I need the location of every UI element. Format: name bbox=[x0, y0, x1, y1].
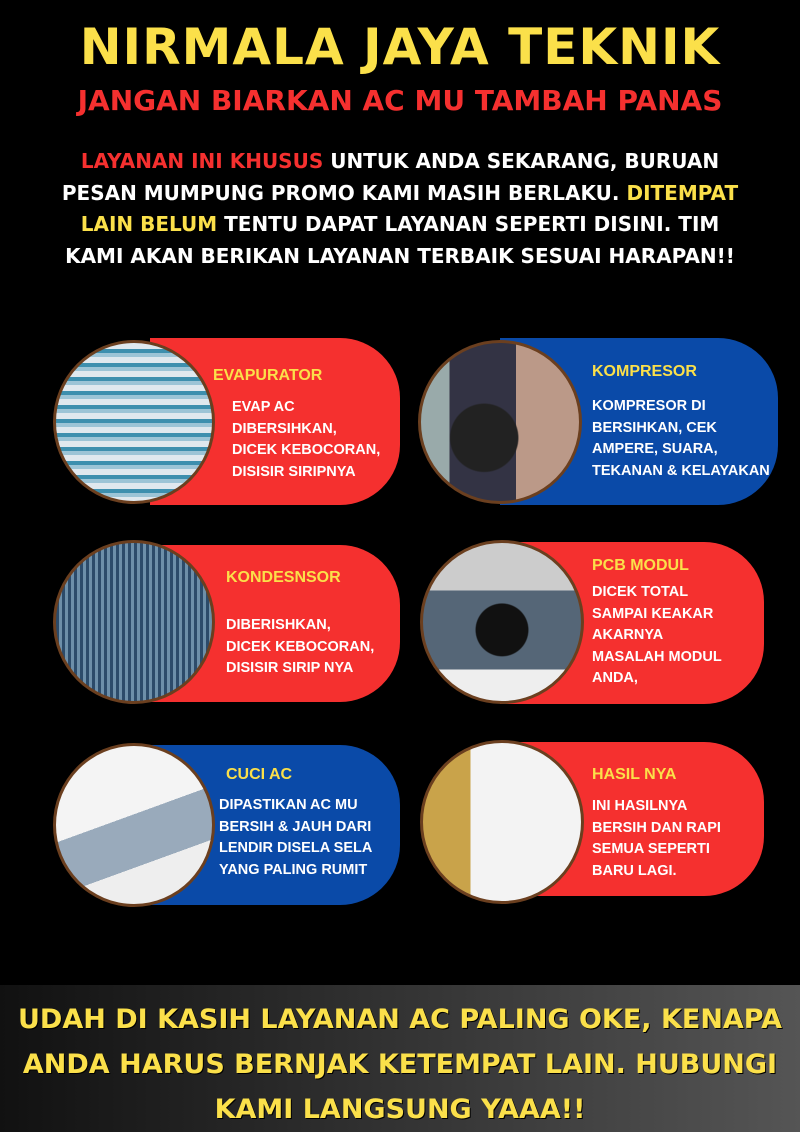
pcb-modul-image bbox=[420, 540, 584, 704]
service-title: KONDESNSOR bbox=[226, 569, 341, 586]
service-description: KOMPRESOR DI BERSIHKAN, CEK AMPERE, SUARA, TEKANAN & KELAYAKAN bbox=[592, 398, 770, 479]
service-title: KOMPRESOR bbox=[592, 363, 697, 380]
intro-highlight-yellow: DITEMPAT LAIN BELUM bbox=[80, 180, 739, 236]
hasil-nya-image bbox=[420, 740, 584, 904]
cuci-ac-image bbox=[53, 743, 215, 907]
service-description: DICEK TOTAL SAMPAI KEAKAR AKARNYA MASALAH MODUL ANDA, bbox=[592, 584, 722, 686]
intro-text bbox=[60, 146, 740, 272]
service-description: DIBERISHKAN, DICEK KEBOCORAN, DISISIR SIRIP NYA bbox=[226, 617, 375, 676]
service-description: DIPASTIKAN AC MU BERSIH & JAUH DARI LENDIR DISELA SELA YANG PALING RUMIT bbox=[219, 797, 373, 878]
service-description: EVAP AC DIBERSIHKAN, DICEK KEBOCORAN, DISISIR SIRIPNYA bbox=[232, 399, 381, 480]
intro-highlight-red: LAYANAN INI KHUSUS bbox=[80, 149, 324, 173]
page-title: NIRMALA JAYA TEKNIK bbox=[79, 18, 721, 76]
service-title: HASIL NYA bbox=[592, 766, 677, 783]
evapurator-image bbox=[53, 340, 215, 504]
service-title: CUCI AC bbox=[226, 766, 293, 783]
service-title: PCB MODUL bbox=[592, 557, 689, 574]
kondensor-image bbox=[53, 540, 215, 704]
page-subtitle: JANGAN BIARKAN AC MU TAMBAH PANAS bbox=[77, 84, 723, 117]
service-description: INI HASILNYA BERSIH DAN RAPI SEMUA SEPERTI BARU LAGI. bbox=[592, 798, 721, 879]
intro-part-1: UNTUK ANDA SEKARANG, BURUAN PESAN MUMPUNG PROMO KAMI MASIH BERLAKU. bbox=[61, 149, 720, 205]
kompresor-image bbox=[418, 340, 582, 504]
service-title: EVAPURATOR bbox=[213, 367, 323, 384]
footer-banner bbox=[0, 985, 800, 1132]
intro-part-2: TENTU DAPAT LAYANAN SEPERTI DISINI. TIM KAMI AKAN BERIKAN LAYANAN TERBAIK SESUAI HARAPAN!! bbox=[65, 212, 735, 268]
footer-text: UDAH DI KASIH LAYANAN AC PALING OKE, KENAPA ANDA HARUS BERNJAK KETEMPAT LAIN. HUBUNGI KAMI LANGSUNG YAAA!! bbox=[17, 1004, 783, 1125]
